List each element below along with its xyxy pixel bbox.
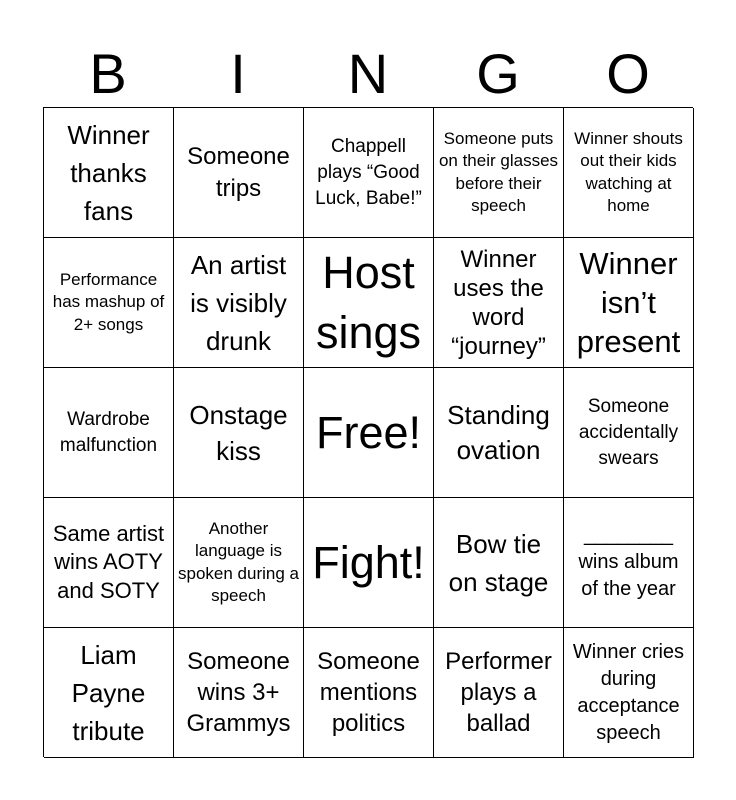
bingo-cell[interactable]: [434, 368, 564, 498]
bingo-board: [43, 107, 693, 757]
bingo-cell[interactable]: [44, 368, 174, 498]
bingo-cell[interactable]: [564, 498, 694, 628]
bingo-header: [43, 42, 693, 106]
bingo-cell[interactable]: [174, 628, 304, 758]
cell-text: Standing ovation: [447, 399, 550, 465]
cell-text: Winner thanks fans: [67, 119, 150, 226]
cell-text: Wardrobe malfunction: [59, 408, 158, 456]
cell-text: Chappell plays “Good Luck, Babe!”: [315, 135, 422, 209]
cell-text: Someone trips: [187, 142, 290, 202]
bingo-cell[interactable]: [434, 628, 564, 758]
bingo-cell[interactable]: [564, 368, 694, 498]
cell-text: Liam Payne tribute: [71, 639, 146, 746]
header-letter-g: G: [476, 42, 520, 105]
cell-text: Winner uses the word “journey”: [451, 245, 546, 360]
header-letter-b: B: [89, 42, 127, 105]
bingo-cell[interactable]: [44, 498, 174, 628]
bingo-cell[interactable]: [564, 628, 694, 758]
bingo-cell[interactable]: [44, 238, 174, 368]
header-letter-o: O: [606, 42, 650, 105]
bingo-cell[interactable]: [304, 238, 434, 368]
cell-text: Performance has mashup of 2+ songs: [52, 269, 165, 334]
cell-text: Another language is spoken during a speech: [178, 518, 299, 605]
cell-text: Same artist wins AOTY and SOTY: [52, 520, 165, 603]
cell-text: Host sings: [315, 246, 422, 358]
bingo-cell[interactable]: [434, 108, 564, 238]
cell-text: An artist is visibly drunk: [190, 249, 287, 356]
bingo-cell[interactable]: [174, 238, 304, 368]
bingo-cell[interactable]: [564, 108, 694, 238]
bingo-cell[interactable]: [434, 498, 564, 628]
cell-text: Fight!: [312, 536, 425, 588]
cell-text: ________ wins album of the year: [578, 524, 679, 600]
cell-text: Someone puts on their glasses before their speech: [438, 128, 559, 215]
header-letter-i: I: [230, 42, 246, 105]
bingo-cell[interactable]: [564, 238, 694, 368]
cell-text: Winner isn’t present: [576, 246, 681, 359]
bingo-cell[interactable]: [434, 238, 564, 368]
bingo-cell[interactable]: [304, 368, 434, 498]
bingo-cell[interactable]: [174, 498, 304, 628]
bingo-cell[interactable]: [304, 108, 434, 238]
bingo-cell[interactable]: [304, 498, 434, 628]
cell-text: Free!: [315, 406, 422, 458]
cell-text: Winner shouts out their kids watching at home: [574, 128, 683, 215]
bingo-cell[interactable]: [174, 368, 304, 498]
bingo-cell[interactable]: [304, 628, 434, 758]
cell-text: Someone accidentally swears: [578, 395, 679, 469]
cell-text: Onstage kiss: [189, 399, 288, 466]
cell-text: Bow tie on stage: [448, 528, 549, 597]
cell-text: Performer plays a ballad: [445, 648, 552, 737]
bingo-cell[interactable]: [44, 108, 174, 238]
cell-text: Winner cries during acceptance speech: [572, 640, 685, 744]
cell-text: Someone wins 3+ Grammys: [186, 648, 291, 737]
header-letter-n: N: [347, 42, 389, 105]
cell-text: Someone mentions politics: [317, 648, 420, 737]
bingo-cell[interactable]: [44, 628, 174, 758]
bingo-cell[interactable]: [174, 108, 304, 238]
